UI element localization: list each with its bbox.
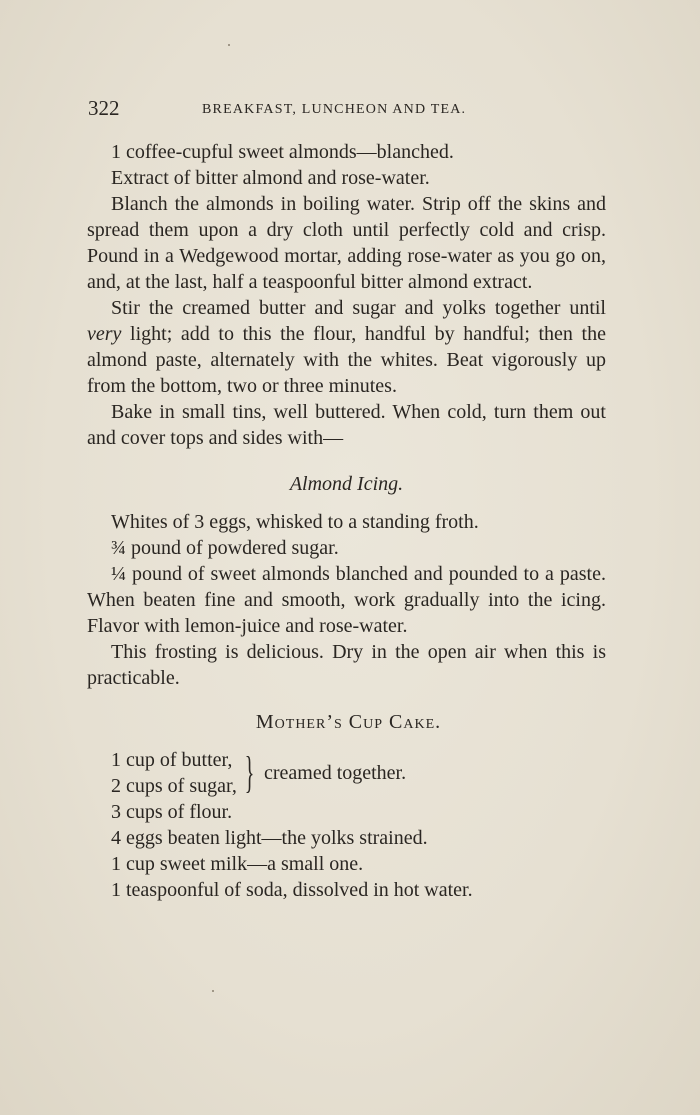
paragraph-frosting: This frosting is delicious. Dry in the open air when this is practicable. — [87, 641, 606, 689]
icing-line: ¾ pound of powdered sugar. — [111, 537, 339, 559]
paragraph-stir — [87, 295, 606, 399]
ingredient-line: 1 cup sweet milk—a small one. — [111, 853, 364, 875]
ingredient-line: 1 teaspoonful of soda, dissolved in hot water. — [111, 879, 473, 901]
paragraph-stir-part-2: light; add to this the flour, handful by handful; then the almond paste, alternately with the whites. Beat vigorously up from the bottom, two or three minutes. — [87, 323, 606, 397]
icing-line: Whites of 3 eggs, whisked to a standing froth. — [111, 511, 479, 533]
page-number: 322 — [88, 96, 120, 120]
cup-cake-title: Mother’s Cup Cake. — [255, 711, 442, 733]
ingredient-line: 1 coffee-cupful sweet almonds—blanched. — [111, 141, 454, 163]
emphasis-very: very — [87, 323, 122, 345]
speck — [212, 990, 214, 992]
bracket-note: creamed together. — [263, 762, 407, 784]
paragraph-stir-part-1: Stir the creamed butter and sugar and yolks together until — [111, 297, 606, 319]
icing-title: Almond Icing. — [289, 473, 404, 495]
ingredient-line: 1 cup of butter, — [111, 749, 233, 771]
ingredient-line: 2 cups of sugar, — [111, 775, 237, 797]
bracketed-ingredients — [87, 747, 606, 799]
ingredient-line: Extract of bitter almond and rose-water. — [111, 167, 430, 189]
ingredient-line: 3 cups of flour. — [111, 801, 233, 823]
curly-brace-icon: } — [244, 748, 255, 797]
paragraph-bake: Bake in small tins, well buttered. When cold, turn them out and cover tops and sides with— — [87, 401, 606, 449]
page-body — [87, 139, 606, 903]
paragraph-blanch: Blanch the almonds in boiling water. Strip off the skins and spread them upon a dry cloth until perfectly cold and crisp. Pound in a Wedgewood mortar, adding rose-water as you go on, and, at the last, half a teaspoonful bitter almond extract. — [87, 193, 606, 293]
running-head: BREAKFAST, LUNCHEON AND TEA. — [202, 102, 467, 117]
paragraph-almonds: ¼ pound of sweet almonds blanched and pounded to a paste. When beaten fine and smooth, work gradually into the icing. Flavor with lemon-juice and rose-water. — [87, 563, 606, 637]
speck — [228, 44, 230, 46]
ingredient-line: 4 eggs beaten light—the yolks strained. — [111, 827, 428, 849]
